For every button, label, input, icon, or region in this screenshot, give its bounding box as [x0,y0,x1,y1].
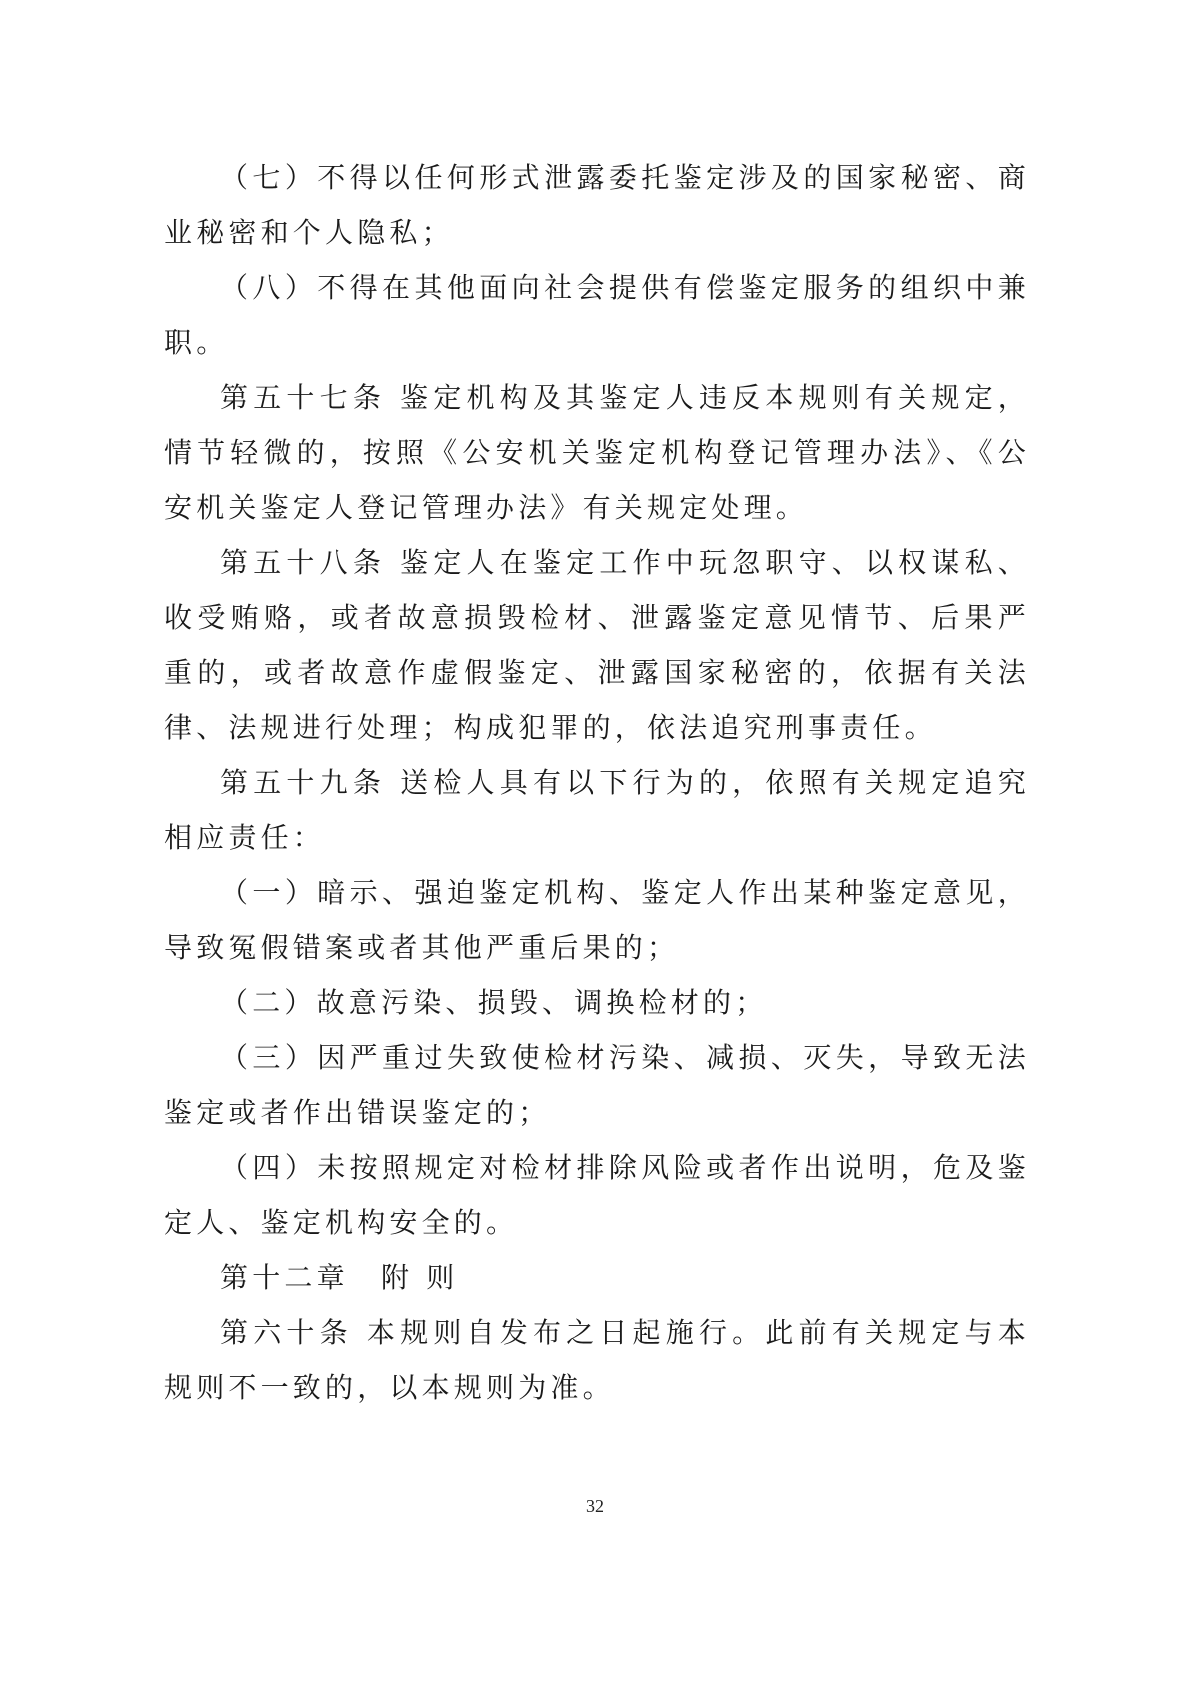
article-59: 第五十九条 送检人具有以下行为的，依照有关规定追究相应责任： [164,766,1030,854]
article-59-item-2: （二）故意污染、损毁、调换检材的； [220,986,768,1019]
paragraph-item-8: （八）不得在其他面向社会提供有偿鉴定服务的组织中兼职。 [164,271,1030,359]
article-57: 第五十七条 鉴定机构及其鉴定人违反本规则有关规定，情节轻微的，按照《公安机关鉴定机构登记管理办法》、《公安机关鉴定人登记管理办法》有关规定处理。 [164,381,1030,524]
paragraph-item-7: （七）不得以任何形式泄露委托鉴定涉及的国家秘密、商业秘密和个人隐私； [164,161,1030,249]
page-number: 32 [586,1496,604,1516]
article-59-item-1: （一）暗示、强迫鉴定机构、鉴定人作出某种鉴定意见，导致冤假错案或者其他严重后果的； [164,876,1030,964]
article-59-item-3: （三）因严重过失致使检材污染、减损、灭失，导致无法鉴定或者作出错误鉴定的； [164,1041,1030,1129]
chapter-12-heading: 第十二章 附 则 [220,1261,459,1294]
article-59-item-4: （四）未按照规定对检材排除风险或者作出说明，危及鉴定人、鉴定机构安全的。 [164,1151,1030,1239]
article-60: 第六十条 本规则自发布之日起施行。此前有关规定与本规则不一致的，以本规则为准。 [164,1316,1030,1404]
article-58: 第五十八条 鉴定人在鉴定工作中玩忽职守、以权谋私、收受贿赂，或者故意损毁检材、泄露鉴定意见情节、后果严重的，或者故意作虚假鉴定、泄露国家秘密的，依据有关法律、法规进行处理；构成犯罪的，依法追究刑事责任。 [164,546,1030,744]
document-body [164,150,1030,1415]
